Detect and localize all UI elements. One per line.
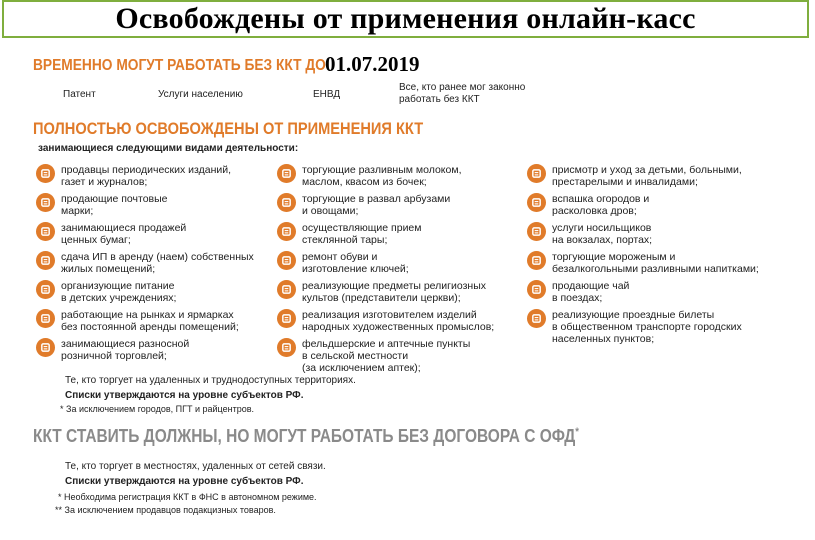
activity-item (36, 309, 286, 333)
pharmacy-icon (277, 338, 296, 357)
activity-text: торгующие в развал арбузами и овощами; (302, 193, 451, 217)
ofd-footnote-1: * Необходима регистрация ККТ в ФНС в автономном режиме. (58, 492, 317, 502)
activity-text: занимающиеся продажей ценных бумаг; (61, 222, 187, 246)
porter-icon (527, 222, 546, 241)
temporary-item-services: Услуги населению (158, 89, 243, 100)
ofd-remote-line: Те, кто торгует в местностях, удаленных от сетей связи. (65, 461, 326, 472)
crafts-icon (277, 309, 296, 328)
full-footnote: * За исключением городов, ПГТ и райцентров. (60, 404, 254, 414)
temporary-note-line2: работать без ККТ (399, 94, 480, 105)
title-box (2, 0, 809, 38)
activity-text: услуги носильщиков на вокзалах, портах; (552, 222, 653, 246)
activity-item (527, 164, 812, 188)
ofd-heading-text: ККТ СТАВИТЬ ДОЛЖНЫ, НО МОГУТ РАБОТАТЬ БЕЗ ДОГОВОРА С ОФД (33, 426, 576, 446)
remote-territories-line: Те, кто торгует на удаленных и труднодоступных территориях. (65, 375, 356, 386)
ice-cream-icon (527, 251, 546, 270)
activity-item (36, 251, 286, 275)
house-icon (36, 251, 55, 270)
temporary-item-patent: Патент (63, 89, 96, 100)
activity-text: организующие питание в детских учреждениях; (61, 280, 177, 304)
temporary-note-line1: Все, кто ранее мог законно (399, 82, 526, 93)
bottles-icon (277, 222, 296, 241)
activity-item (527, 222, 812, 246)
activity-text: фельдшерские и аптечные пункты в сельской местности (за исключением аптек); (302, 338, 471, 374)
activity-text: вспашка огородов и расколовка дров; (552, 193, 650, 217)
full-subheading: занимающиеся следующими видами деятельности: (38, 143, 299, 154)
temporary-date: 01.07.2019 (325, 52, 420, 76)
activity-column-3 (527, 164, 812, 350)
stamp-icon (36, 193, 55, 212)
ofd-lists-line: Списки утверждаются на уровне субъектов РФ. (65, 476, 304, 487)
activity-item (277, 222, 527, 246)
full-heading: ПОЛНОСТЬЮ ОСВОБОЖДЕНЫ ОТ ПРИМЕНЕНИЯ ККТ (33, 119, 424, 138)
lists-approved-line: Списки утверждаются на уровне субъектов РФ. (65, 390, 304, 401)
temporary-note (399, 82, 525, 106)
activity-text: торгующие разливным молоком, маслом, квасом из бочек; (302, 164, 462, 188)
activity-text: присмотр и уход за детьми, больными, престарелыми и инвалидами; (552, 164, 742, 188)
activity-item (277, 164, 527, 188)
activity-text: ремонт обуви и изготовление ключей; (302, 251, 409, 275)
temporary-item-envd: ЕНВД (313, 89, 341, 100)
activity-item (277, 338, 527, 374)
activity-text: занимающиеся разносной розничной торговлей; (61, 338, 190, 362)
shoe-key-icon (277, 251, 296, 270)
activity-item (277, 280, 527, 304)
activity-text: реализующие проездные билеты в общественном транспорте городских населенных пунктов; (552, 309, 742, 345)
activity-item (36, 222, 286, 246)
market-stall-icon (36, 309, 55, 328)
activity-text: продающие почтовые марки; (61, 193, 168, 217)
garden-icon (527, 193, 546, 212)
temporary-heading: ВРЕМЕННО МОГУТ РАБОТАТЬ БЕЗ ККТ ДО (33, 57, 326, 74)
activity-item (527, 251, 812, 275)
activity-column-2 (277, 164, 527, 379)
activity-text: торгующие мороженым и безалкогольными разливными напитками; (552, 251, 759, 275)
activity-item (36, 338, 286, 362)
activity-text: осуществляющие прием стеклянной тары; (302, 222, 422, 246)
tea-icon (527, 280, 546, 299)
activity-text: реализующие предметы религиозных культов (представители церкви); (302, 280, 486, 304)
activity-item (527, 280, 812, 304)
watermelon-icon (277, 193, 296, 212)
ofd-heading (33, 426, 579, 447)
activity-item (527, 309, 812, 345)
activity-item (36, 193, 286, 217)
ofd-footnote-2: ** За исключением продавцов подакцизных товаров. (55, 505, 276, 515)
vendor-icon (36, 338, 55, 357)
milk-barrel-icon (277, 164, 296, 183)
activity-text: продавцы периодических изданий, газет и журналов; (61, 164, 232, 188)
activity-item (277, 251, 527, 275)
activity-text: работающие на рынках и ярмарках без постоянной аренды помещений; (61, 309, 239, 333)
caregiver-icon (527, 164, 546, 183)
meal-icon (36, 280, 55, 299)
church-icon (277, 280, 296, 299)
newspaper-icon (36, 164, 55, 183)
securities-icon (36, 222, 55, 241)
activity-item (277, 193, 527, 217)
page-title: Освобождены от применения онлайн-касс (115, 2, 696, 35)
activity-text: продающие чай в поездах; (552, 280, 630, 304)
ofd-heading-mark: * (575, 426, 579, 438)
activity-text: реализация изготовителем изделий народных художественных промыслов; (302, 309, 495, 333)
activity-column-1 (36, 164, 286, 367)
activity-text: сдача ИП в аренду (наем) собственных жилых помещений; (61, 251, 254, 275)
activity-item (36, 280, 286, 304)
activity-item (36, 164, 286, 188)
ticket-icon (527, 309, 546, 328)
activity-item (527, 193, 812, 217)
activity-item (277, 309, 527, 333)
